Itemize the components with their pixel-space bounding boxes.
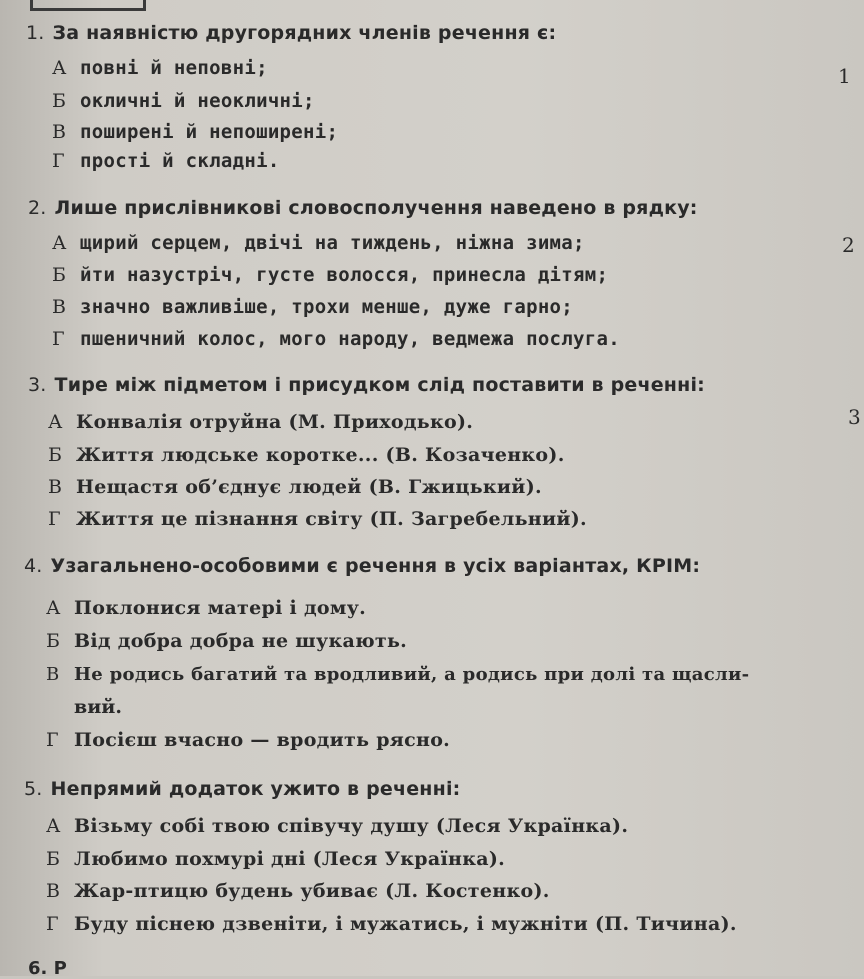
option-text: значно важливіше, трохи менше, дуже гарно; bbox=[80, 296, 574, 318]
q1-option-g bbox=[52, 150, 280, 172]
question-4-prompt bbox=[24, 555, 700, 577]
option-letter: В bbox=[52, 121, 66, 143]
option-letter: Б bbox=[48, 444, 62, 466]
option-text: Життя це пізнання світу (П. Загребельний). bbox=[76, 508, 587, 530]
q4-option-b bbox=[46, 630, 407, 652]
option-text: йти назустріч, густе волосся, принесла дітям; bbox=[80, 264, 609, 286]
option-letter: Г bbox=[52, 150, 65, 172]
question-text: Лише прислівникові словосполучення наведено в рядку: bbox=[54, 197, 698, 219]
question-3-prompt bbox=[28, 374, 705, 396]
q4-option-v bbox=[46, 664, 749, 685]
option-text: Любимо похмурі дні (Леся Українка). bbox=[74, 848, 506, 870]
q3-option-v bbox=[48, 476, 542, 498]
question-number: 3. bbox=[28, 374, 47, 396]
question-number: 2. bbox=[28, 197, 47, 219]
option-text: Нещастя об’єднує людей (В. Гжицький). bbox=[76, 476, 542, 498]
q3-option-a bbox=[48, 411, 473, 433]
option-text: Життя людське коротке... (В. Козаченко). bbox=[76, 444, 565, 466]
option-letter: Б bbox=[52, 264, 66, 286]
q1-option-v bbox=[52, 121, 338, 143]
margin-number-1: 1 bbox=[838, 64, 851, 88]
option-letter: Б bbox=[46, 630, 60, 652]
question-number: 1. bbox=[26, 22, 45, 44]
q5-option-v bbox=[46, 880, 550, 902]
question-1-prompt bbox=[26, 22, 556, 44]
option-letter: А bbox=[46, 815, 61, 837]
option-letter: В bbox=[46, 664, 60, 685]
option-text: Візьму собі твою співучу душу (Леся Українка). bbox=[74, 815, 629, 837]
option-text: щирий серцем, двічі на тиждень, ніжна зима; bbox=[80, 232, 585, 254]
option-letter: Г bbox=[48, 508, 61, 530]
option-letter: Г bbox=[46, 729, 59, 751]
question-text: Тире між підметом і присудком слід поставити в реченні: bbox=[54, 374, 705, 396]
option-text: Посієш вчасно — вродить рясно. bbox=[74, 729, 451, 751]
option-letter: А bbox=[52, 232, 67, 254]
option-text: Жар-птицю будень убиває (Л. Костенко). bbox=[74, 880, 550, 902]
option-letter: Г bbox=[52, 328, 65, 350]
q2-option-a bbox=[52, 232, 585, 254]
option-text: пшеничний колос, мого народу, ведмежа послуга. bbox=[80, 328, 620, 350]
question-number: 5. bbox=[24, 778, 43, 800]
margin-number-3: 3 bbox=[848, 405, 861, 429]
q1-option-a bbox=[52, 57, 268, 79]
option-text: поширені й непоширені; bbox=[80, 121, 339, 143]
q2-option-v bbox=[52, 296, 573, 318]
question-6-partial: 6. Р bbox=[28, 958, 67, 979]
option-letter: Г bbox=[46, 913, 59, 935]
q3-option-b bbox=[48, 444, 565, 466]
option-letter: А bbox=[52, 57, 67, 79]
q4-option-a bbox=[46, 597, 366, 619]
q3-option-g bbox=[48, 508, 587, 530]
option-text: Не родись багатий та вродливий, а родись при долі та щасли- bbox=[74, 664, 750, 685]
q1-option-b bbox=[52, 90, 315, 112]
question-2-prompt bbox=[28, 197, 698, 219]
question-text: Непрямий додаток ужито в реченні: bbox=[50, 778, 461, 800]
question-text: За наявністю другорядних членів речення є: bbox=[52, 22, 557, 44]
margin-number-2: 2 bbox=[842, 233, 855, 257]
option-text: Поклонися матері і дому. bbox=[74, 597, 367, 619]
q4-option-g bbox=[46, 729, 450, 751]
option-text: Буду піснею дзвеніти, і мужатись, і мужніти (П. Тичина). bbox=[74, 913, 737, 935]
option-text: Конвалія отруйна (М. Приходько). bbox=[76, 411, 474, 433]
option-letter: А bbox=[48, 411, 63, 433]
q2-option-b bbox=[52, 264, 608, 286]
q4-option-v-continuation: вий. bbox=[74, 696, 123, 718]
q2-option-g bbox=[52, 328, 620, 350]
q5-option-g bbox=[46, 913, 737, 935]
option-letter: В bbox=[48, 476, 62, 498]
option-letter: В bbox=[52, 296, 66, 318]
option-text: прості й складні. bbox=[80, 150, 280, 172]
option-letter: В bbox=[46, 880, 60, 902]
option-letter: Б bbox=[52, 90, 66, 112]
q5-option-a bbox=[46, 815, 628, 837]
option-letter: Б bbox=[46, 848, 60, 870]
option-text: Від добра добра не шукають. bbox=[74, 630, 408, 652]
option-text: повні й неповні; bbox=[80, 57, 268, 79]
option-letter: А bbox=[46, 597, 61, 619]
question-text: Узагальнено-особовими є речення в усіх варіантах, КРІМ: bbox=[50, 555, 701, 577]
top-box-mark bbox=[30, 0, 146, 11]
q5-option-b bbox=[46, 848, 505, 870]
option-text: окличні й неокличні; bbox=[80, 90, 315, 112]
question-5-prompt bbox=[24, 778, 460, 800]
question-number: 4. bbox=[24, 555, 43, 577]
